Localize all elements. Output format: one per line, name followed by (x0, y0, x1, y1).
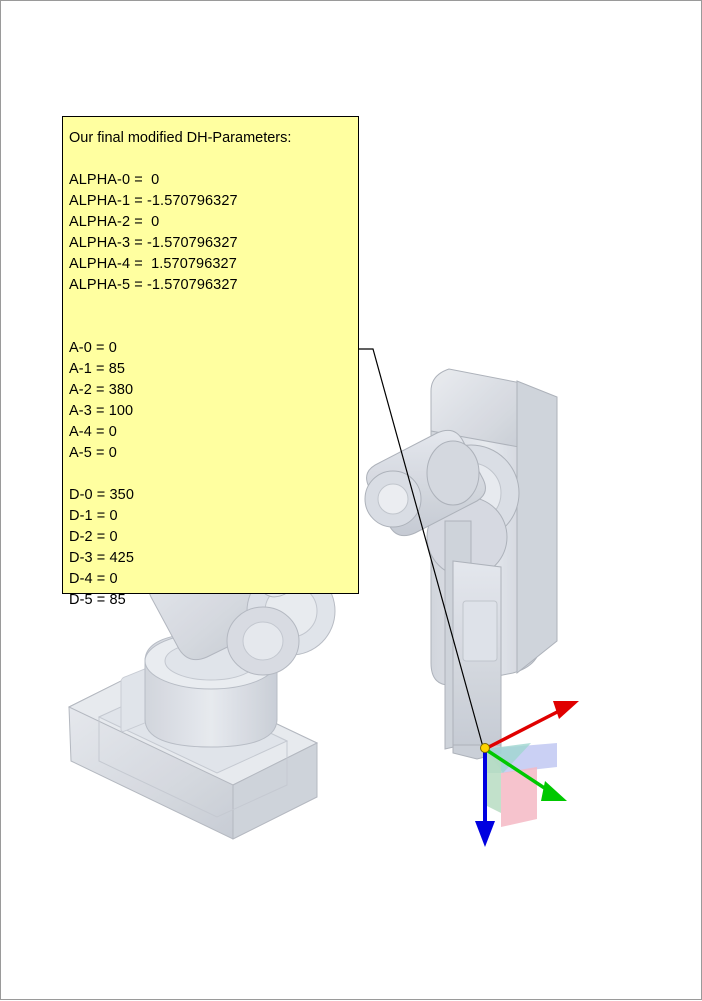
callout-line-d3: D-3 = 425 (69, 550, 134, 566)
callout-line-d5: D-5 = 85 (69, 592, 126, 608)
callout-line-alpha4: ALPHA-4 = 1.570796327 (69, 256, 237, 272)
callout-line-alpha5: ALPHA-5 = -1.570796327 (69, 277, 238, 293)
callout-spacer (69, 149, 358, 170)
callout-line-a1: A-1 = 85 (69, 361, 126, 377)
callout-line-alpha1: ALPHA-1 = -1.570796327 (69, 193, 238, 209)
callout-line-d0: D-0 = 350 (69, 487, 134, 503)
callout-line-a0: A-0 = 0 (69, 340, 117, 356)
callout-line-d4: D-4 = 0 (69, 571, 118, 587)
callout-line-alpha2: ALPHA-2 = 0 (69, 214, 160, 230)
callout-spacer-3 (69, 317, 358, 338)
callout-title: Our final modified DH-Parameters: (69, 130, 292, 146)
callout-line-d1: D-1 = 0 (69, 508, 118, 524)
callout-line-a4: A-4 = 0 (69, 424, 117, 440)
frame-origin (481, 744, 490, 753)
callout-spacer-4 (69, 464, 358, 485)
callout-spacer-2 (69, 296, 358, 317)
callout-line-d2: D-2 = 0 (69, 529, 118, 545)
callout-line-a2: A-2 = 380 (69, 382, 134, 398)
callout-line-a3: A-3 = 100 (69, 403, 134, 419)
yz-plane (501, 767, 537, 827)
dh-parameters-callout (62, 116, 359, 608)
callout-line-alpha0: ALPHA-0 = 0 (69, 172, 160, 188)
robot-model-articulated-pose (365, 369, 557, 759)
callout-line-a5: A-5 = 0 (69, 445, 117, 461)
callout-line-alpha3: ALPHA-3 = -1.570796327 (69, 235, 238, 251)
